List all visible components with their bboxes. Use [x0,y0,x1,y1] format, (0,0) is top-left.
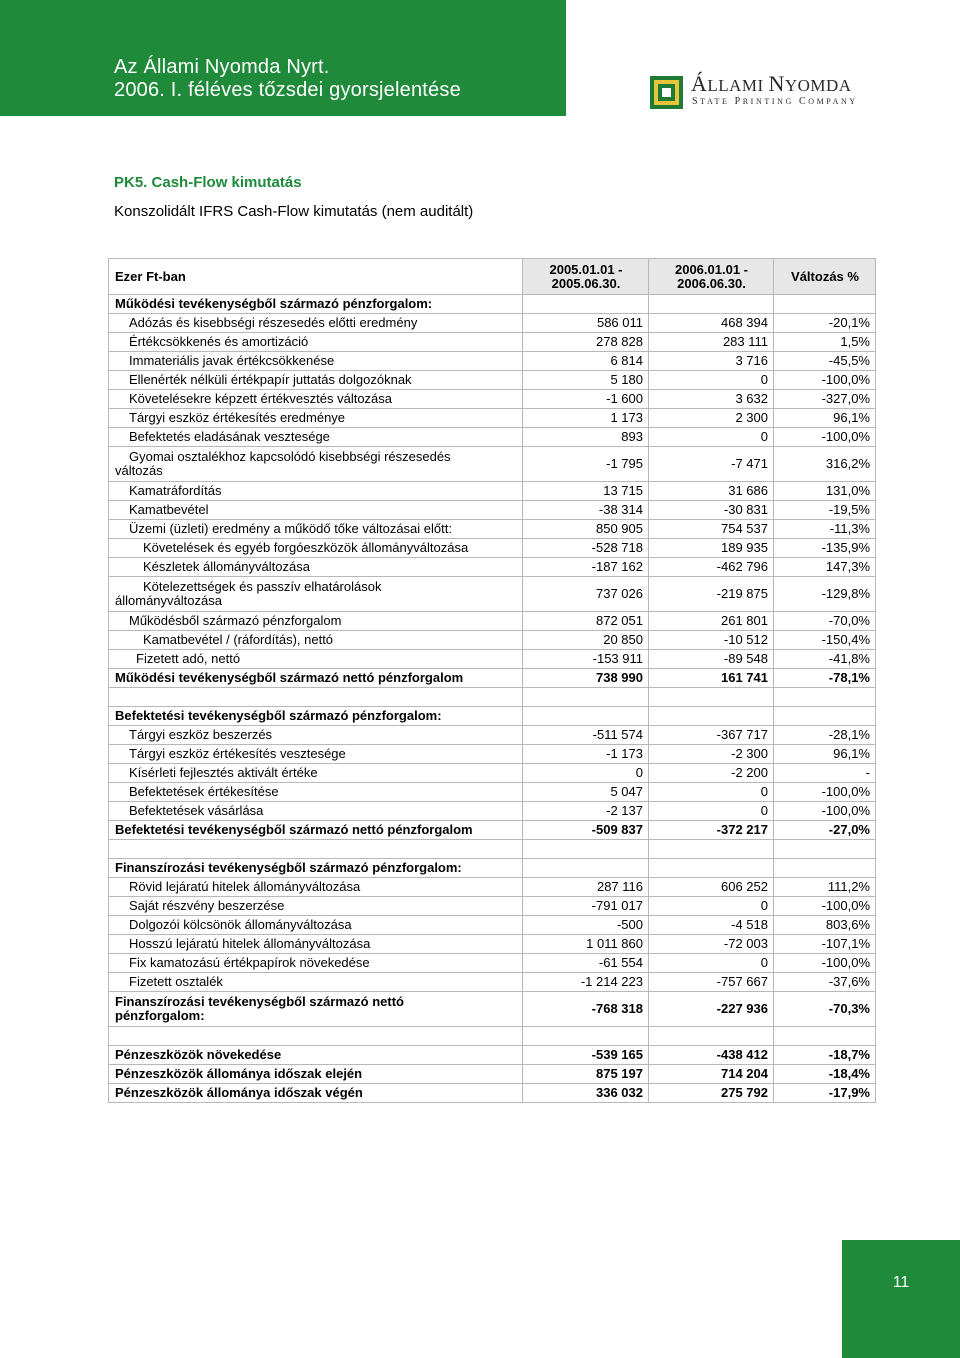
table-cell-label: Kísérleti fejlesztés aktivált értéke [109,764,523,783]
table-cell-value: -2 137 [523,802,649,821]
table-cell-value: -327,0% [774,390,876,409]
table-cell-value: -18,7% [774,1046,876,1065]
table-cell-value: -89 548 [649,650,774,669]
logo-mark-icon [650,76,683,109]
table-row [109,447,876,482]
table-row [109,558,876,577]
table-cell-value: -11,3% [774,520,876,539]
table-cell-label: Tárgyi eszköz értékesítés vesztesége [109,745,523,764]
table-cell-value: 850 905 [523,520,649,539]
table-cell-label: Kamatbevétel [109,501,523,520]
table-header-row [109,259,876,295]
table-cell-value: -72 003 [649,935,774,954]
table-cell-value: 96,1% [774,745,876,764]
table-cell-label: Kötelezettségek és passzív elhatárolások állományváltozása [109,577,523,612]
spacer-row [109,688,876,707]
table-row [109,669,876,688]
table-cell-value: -100,0% [774,897,876,916]
table-cell-value: -100,0% [774,371,876,390]
table-row [109,745,876,764]
table-cell-value: 606 252 [649,878,774,897]
table-cell-value: 2 300 [649,409,774,428]
table-cell-value: -1 795 [523,447,649,482]
table-row [109,1046,876,1065]
table-cell-label: Adózás és kisebbségi részesedés előtti eredmény [109,314,523,333]
table-cell-value: 283 111 [649,333,774,352]
table-row [109,973,876,992]
table-row [109,428,876,447]
table-cell-label: Hosszú lejáratú hitelek állományváltozása [109,935,523,954]
table-cell-value: 131,0% [774,482,876,501]
table-cell-value: 161 741 [649,669,774,688]
table-cell-value: 1,5% [774,333,876,352]
page-number: 11 [892,1274,910,1291]
table-cell-label: Dolgozói kölcsönök állományváltozása [109,916,523,935]
table-row [109,821,876,840]
table-row [109,935,876,954]
spacer-row [109,1027,876,1046]
unit-label: Ezer Ft-ban [109,259,523,295]
table-cell-value: 738 990 [523,669,649,688]
table-cell-value: -107,1% [774,935,876,954]
table-row [109,783,876,802]
table-cell-value: -30 831 [649,501,774,520]
table-cell-value: -100,0% [774,954,876,973]
table-cell-label [523,1027,649,1046]
table-cell-value: 275 792 [649,1084,774,1103]
company-title: Az Állami Nyomda Nyrt. [114,56,330,78]
table-cell-label: Befektetési tevékenységből származó pénzforgalom: [109,707,523,726]
table-cell-value: -509 837 [523,821,649,840]
table-row [109,390,876,409]
table-cell-label: Készletek állományváltozása [109,558,523,577]
table-cell-value [523,295,649,314]
table-cell-label: Rövid lejáratú hitelek állományváltozása [109,878,523,897]
table-cell-value: 1 011 860 [523,935,649,954]
table-cell-label [774,840,876,859]
table-row [109,802,876,821]
table-row [109,482,876,501]
table-cell-label [109,1027,523,1046]
table-row [109,539,876,558]
table-cell-label [649,1027,774,1046]
section-code: PK5. [114,174,148,191]
table-cell-label: Finanszírozási tevékenységből származó pénzforgalom: [109,859,523,878]
table-row [109,992,876,1027]
table-cell-value: 1 173 [523,409,649,428]
table-cell-value: 111,2% [774,878,876,897]
col-2005-header: 2005.01.01 - 2005.06.30. [523,259,649,295]
table-cell-label: Befektetés eladásának vesztesége [109,428,523,447]
table-row [109,333,876,352]
table-cell-value: -27,0% [774,821,876,840]
table-cell-value: 3 632 [649,390,774,409]
table-cell-value: 0 [649,783,774,802]
table-cell-value: 20 850 [523,631,649,650]
table-cell-value [774,295,876,314]
table-cell-value: -78,1% [774,669,876,688]
table-cell-value: 261 801 [649,612,774,631]
table-cell-value: -41,8% [774,650,876,669]
table-cell-value: -372 217 [649,821,774,840]
table-cell-label: Pénzeszközök növekedése [109,1046,523,1065]
table-cell-value: 336 032 [523,1084,649,1103]
table-cell-label [523,688,649,707]
table-cell-value: 0 [523,764,649,783]
table-row [109,764,876,783]
table-cell-value: 0 [649,428,774,447]
table-cell-value: -153 911 [523,650,649,669]
table-cell-value: -100,0% [774,428,876,447]
table-cell-value: -150,4% [774,631,876,650]
table-cell-value [649,295,774,314]
table-cell-value: -1 173 [523,745,649,764]
table-row [109,859,876,878]
table-cell-value: 0 [649,897,774,916]
table-row [109,726,876,745]
page-number-box [842,1240,960,1358]
table-cell-value: 714 204 [649,1065,774,1084]
table-cell-value: -187 162 [523,558,649,577]
table-row [109,954,876,973]
section-title-text: Cash-Flow kimutatás [151,174,302,191]
table-cell-value [774,859,876,878]
table-row [109,916,876,935]
table-cell-value: -18,4% [774,1065,876,1084]
table-cell-value: 6 814 [523,352,649,371]
table-cell-label [523,840,649,859]
table-cell-value: 0 [649,371,774,390]
table-cell-value [649,859,774,878]
table-cell-value: 3 716 [649,352,774,371]
table-cell-label: Értékcsökkenés és amortizáció [109,333,523,352]
table-cell-label: Működésből származó pénzforgalom [109,612,523,631]
table-cell-value: 754 537 [649,520,774,539]
table-row [109,612,876,631]
table-cell-value: 287 116 [523,878,649,897]
table-row [109,1065,876,1084]
spacer-row [109,840,876,859]
table-cell-label [109,688,523,707]
report-title: 2006. I. féléves tőzsdei gyorsjelentése [114,79,461,101]
table-cell-value: -100,0% [774,802,876,821]
table-cell-value: 31 686 [649,482,774,501]
table-cell-value: -791 017 [523,897,649,916]
table-cell-value: 468 394 [649,314,774,333]
table-cell-value: -10 512 [649,631,774,650]
table-row [109,295,876,314]
table-cell-label: Kamatbevétel / (ráfordítás), nettó [109,631,523,650]
table-cell-value: 0 [649,802,774,821]
col-2006-header: 2006.01.01 - 2006.06.30. [649,259,774,295]
table-cell-label: Fix kamatozású értékpapírok növekedése [109,954,523,973]
table-cell-value: 586 011 [523,314,649,333]
table-cell-value: 0 [649,954,774,973]
col-change-header: Változás % [774,259,876,295]
table-row [109,878,876,897]
table-cell-value: 147,3% [774,558,876,577]
table-row [109,371,876,390]
table-cell-value: 278 828 [523,333,649,352]
table-cell-label [109,840,523,859]
table-cell-value: -500 [523,916,649,935]
table-cell-value: - [774,764,876,783]
table-cell-value: -528 718 [523,539,649,558]
table-cell-label [774,1027,876,1046]
table-row [109,707,876,726]
table-cell-value [649,707,774,726]
table-cell-label: Saját részvény beszerzése [109,897,523,916]
table-cell-label: Pénzeszközök állománya időszak elején [109,1065,523,1084]
table-cell-value: -367 717 [649,726,774,745]
table-cell-value: -20,1% [774,314,876,333]
table-cell-value: -768 318 [523,992,649,1027]
table-cell-value: -2 200 [649,764,774,783]
table-cell-value: -219 875 [649,577,774,612]
table-cell-value: 5 180 [523,371,649,390]
table-cell-label: Gyomai osztalékhoz kapcsolódó kisebbségi részesedés változás [109,447,523,482]
table-row [109,501,876,520]
table-row [109,1084,876,1103]
table-cell-label: Működési tevékenységből származó nettó pénzforgalom [109,669,523,688]
table-cell-label: Ellenérték nélküli értékpapír juttatás dolgozóknak [109,371,523,390]
table-cell-label: Kamatráfordítás [109,482,523,501]
table-cell-value: 316,2% [774,447,876,482]
table-row [109,314,876,333]
table-row [109,577,876,612]
table-cell-label [649,840,774,859]
table-row [109,352,876,371]
table-row [109,631,876,650]
table-cell-value: -135,9% [774,539,876,558]
table-cell-value: 893 [523,428,649,447]
table-cell-label [649,688,774,707]
table-cell-value: 737 026 [523,577,649,612]
table-cell-label: Fizetett osztalék [109,973,523,992]
table-cell-label: Működési tevékenységből származó pénzforgalom: [109,295,523,314]
table-cell-label: Befektetések vásárlása [109,802,523,821]
table-cell-label: Befektetések értékesítése [109,783,523,802]
table-cell-value: -129,8% [774,577,876,612]
table-cell-label: Finanszírozási tevékenységből származó nettó pénzforgalom: [109,992,523,1027]
logo-subtitle: STATE PRINTING COMPANY [692,96,858,107]
table-cell-value: -37,6% [774,973,876,992]
section-subtitle: Konszolidált IFRS Cash-Flow kimutatás (nem auditált) [114,203,474,220]
table-cell-value: -70,0% [774,612,876,631]
table-cell-value: -4 518 [649,916,774,935]
table-row [109,520,876,539]
table-cell-value: -227 936 [649,992,774,1027]
table-cell-value: -1 600 [523,390,649,409]
table-cell-value: -70,3% [774,992,876,1027]
table-cell-value: -1 214 223 [523,973,649,992]
table-cell-label: Követelések és egyéb forgóeszközök állományváltozása [109,539,523,558]
section-title [114,174,302,191]
table-cell-value: -100,0% [774,783,876,802]
table-cell-label: Befektetési tevékenységből származó nettó pénzforgalom [109,821,523,840]
table-cell-value [523,859,649,878]
table-cell-value [523,707,649,726]
table-cell-value: -19,5% [774,501,876,520]
table-cell-value: -757 667 [649,973,774,992]
table-row [109,897,876,916]
table-cell-value: 13 715 [523,482,649,501]
table-cell-value: -28,1% [774,726,876,745]
table-cell-value: 803,6% [774,916,876,935]
table-row [109,409,876,428]
table-cell-label [774,688,876,707]
table-cell-value: -2 300 [649,745,774,764]
table-cell-value: -539 165 [523,1046,649,1065]
cash-flow-table [108,258,876,1103]
table-cell-value: -511 574 [523,726,649,745]
table-cell-label: Fizetett adó, nettó [109,650,523,669]
logo-name: ÁLLAMI NYOMDA [691,71,852,96]
table-cell-value [774,707,876,726]
table-cell-value: 872 051 [523,612,649,631]
table-cell-value: -7 471 [649,447,774,482]
table-cell-value: 189 935 [649,539,774,558]
table-row [109,650,876,669]
table-cell-value: -38 314 [523,501,649,520]
table-cell-label: Tárgyi eszköz beszerzés [109,726,523,745]
table-cell-value: -438 412 [649,1046,774,1065]
table-cell-value: -45,5% [774,352,876,371]
table-cell-label: Követelésekre képzett értékvesztés változása [109,390,523,409]
table-cell-label: Pénzeszközök állománya időszak végén [109,1084,523,1103]
table-cell-value: -17,9% [774,1084,876,1103]
table-cell-label: Tárgyi eszköz értékesítés eredménye [109,409,523,428]
table-cell-value: 5 047 [523,783,649,802]
table-cell-label: Üzemi (üzleti) eredmény a működő tőke változásai előtt: [109,520,523,539]
table-cell-value: -61 554 [523,954,649,973]
header-band [0,0,566,116]
table-cell-label: Immateriális javak értékcsökkenése [109,352,523,371]
table-cell-value: 96,1% [774,409,876,428]
table-cell-value: 875 197 [523,1065,649,1084]
table-cell-value: -462 796 [649,558,774,577]
